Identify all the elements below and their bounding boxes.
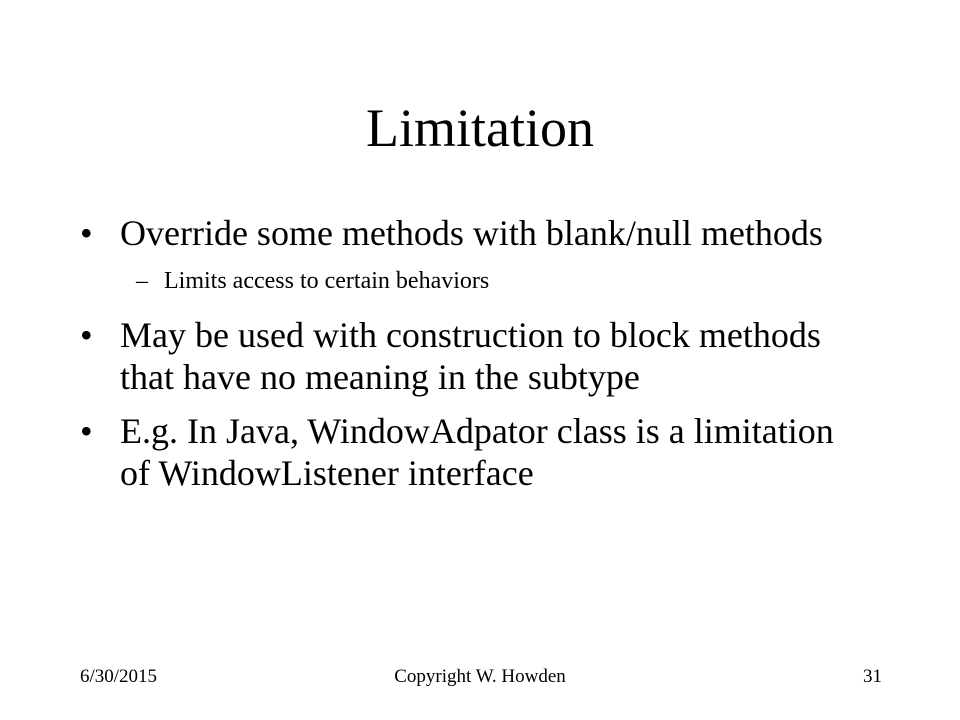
bullet-dot-icon: • <box>80 213 93 253</box>
footer-date: 6/30/2015 <box>80 666 158 687</box>
slide-body <box>80 212 840 506</box>
slide-title: Limitation <box>366 98 594 158</box>
bullet-text: E.g. In Java, WindowAdpator class is a limitation of WindowListener interface <box>120 411 834 493</box>
bullet-text: May be used with construction to block methods that have no meaning in the subtype <box>120 315 821 397</box>
sub-bullet-text: Limits access to certain behaviors <box>164 268 490 294</box>
footer-page-number: 31 <box>863 666 882 687</box>
bullet-text: Override some methods with blank/null methods <box>120 213 823 253</box>
bullet-item <box>80 212 840 254</box>
bullet-dot-icon: • <box>80 315 93 355</box>
footer-copyright: Copyright W. Howden <box>394 666 566 687</box>
sub-bullet-dash-icon: – <box>136 268 148 294</box>
bullet-dot-icon: • <box>80 411 93 451</box>
bullet-item <box>80 410 840 494</box>
bullet-item <box>80 314 840 398</box>
sub-bullet-item <box>80 266 840 296</box>
